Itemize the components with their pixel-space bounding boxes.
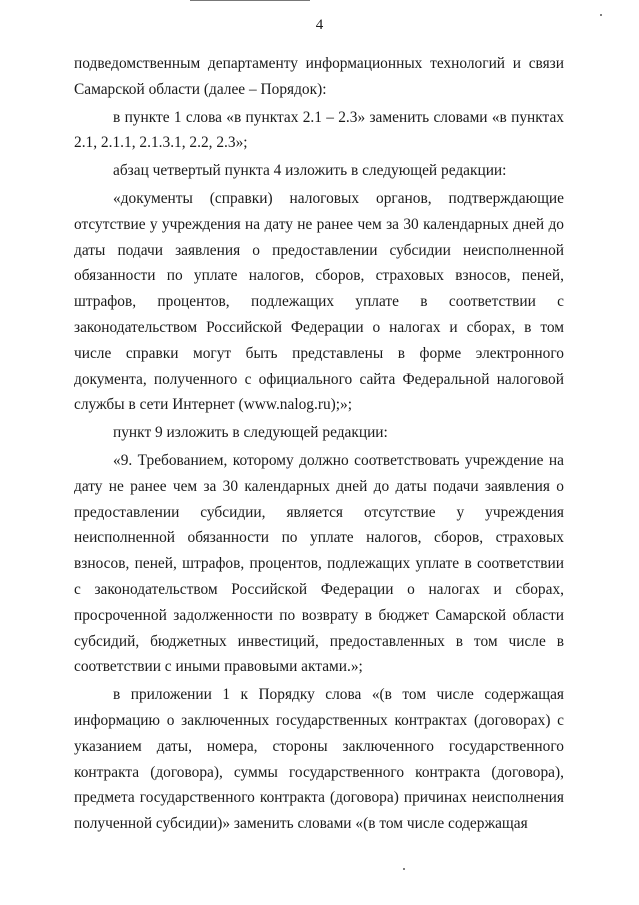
page-number: 4	[315, 17, 324, 33]
document-body	[74, 51, 564, 837]
paragraph-6: «9. Требованием, которому должно соответствовать учреждение на дату не ранее чем за 30 календарных дней до даты подачи заявления о предоставлении субсидии, является отсутствие у учреждения неисполненной обязанности по уплате налогов, сборов, страховых взносов, пеней, штрафов, процентов, подлежащих уплате в соответствии с законодательством Российской Федерации о налогах и сборах, просроченной задолженности по возврату в бюджет Самарской области субсидий, бюджетных инвестиций, предоставленных в том числе в соответствии с иными правовыми актами.»;	[74, 451, 564, 676]
paragraph-4: «документы (справки) налоговых органов, подтверждающие отсутствие у учреждения на дату не ранее чем за 30 календарных дней до даты подачи заявления о предоставлении субсидии неисполненной обязанности по уплате налогов, сборов, страховых взносов, пеней, штрафов, процентов, подлежащих уплате в соответствии с законодательством Российской Федерации о налогах и сборах, в том числе справки могут быть представлены в форме электронного документа, полученного с официального сайта Федеральной налоговой службы в сети Интернет (www.nalog.ru);»;	[74, 189, 564, 414]
paragraph-3: абзац четвертый пункта 4 изложить в следующей редакции:	[113, 162, 507, 180]
scan-speck	[403, 868, 405, 870]
paragraph-2: в пункте 1 слова «в пунктах 2.1 – 2.3» заменить словами «в пунктах 2.1, 2.1.1, 2.1.3.1, 2.2, 2.3»;	[74, 108, 564, 152]
paragraph-7: в приложении 1 к Порядку слова «(в том числе содержащая информацию о заключенных государственных контрактах (договорах) с указанием даты, номера, стороны заключенного государственного контракта (договора), суммы государственного контракта (договора), предмета государственного контракта (договора) причинах неисполнения полученной субсидии)» заменить словами «(в том числе содержащая	[74, 686, 564, 833]
paragraph-1: подведомственным департаменту информационных технологий и связи Самарской области (далее – Порядок):	[74, 55, 564, 98]
top-edge-line	[190, 0, 310, 1]
scan-speck	[600, 14, 602, 16]
paragraph-5: пункт 9 изложить в следующей редакции:	[113, 424, 388, 442]
